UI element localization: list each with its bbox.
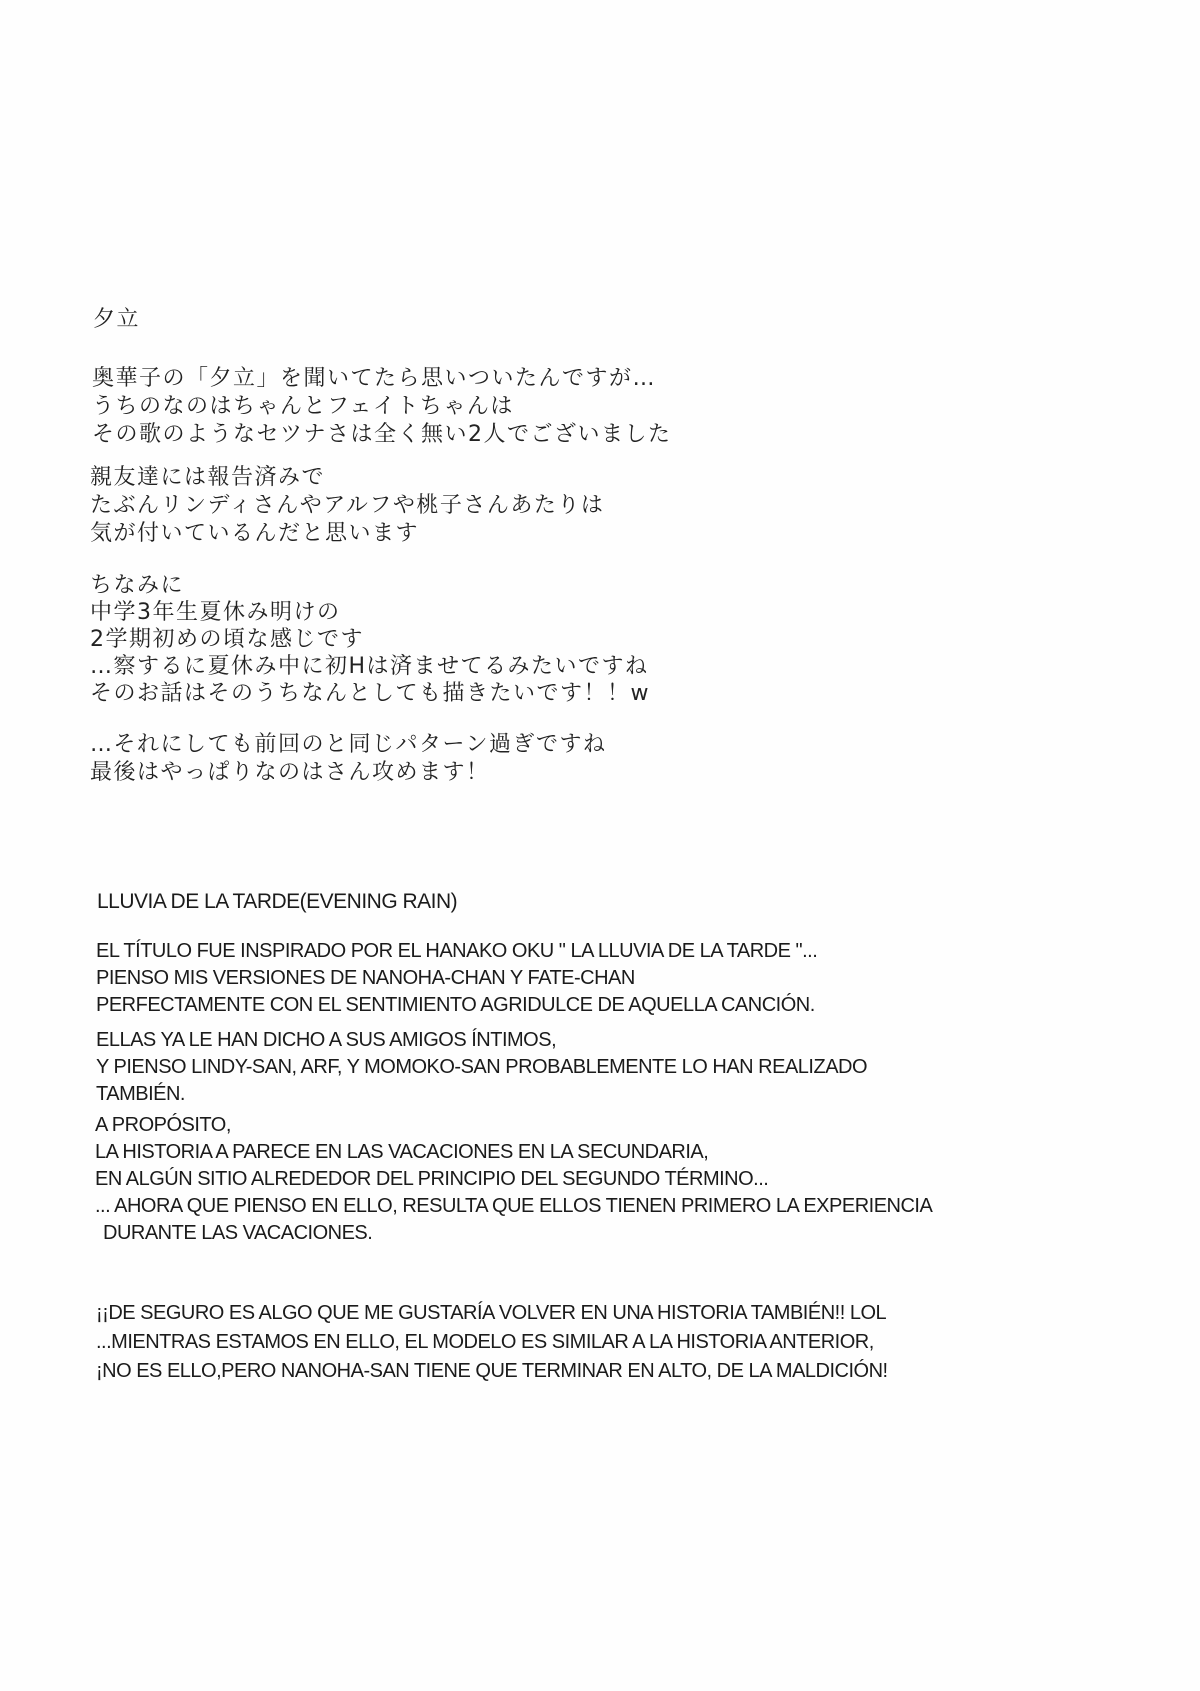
es-line: ... AHORA QUE PIENSO EN ELLO, RESULTA QUE ELLOS TIENEN PRIMERO LA EXPERIENCIA (95, 1195, 933, 1217)
es-paragraph-4 (96, 1299, 888, 1386)
es-line: ...MIENTRAS ESTAMOS EN ELLO, EL MODELO ES SIMILAR A LA HISTORIA ANTERIOR, (96, 1331, 874, 1353)
jp-paragraph-2 (90, 464, 604, 548)
jp-line: …察するに夏休み中に初Hは済ませてるみたいですね (90, 654, 649, 679)
jp-line: うちのなのはちゃんとフェイトちゃんは (92, 394, 514, 419)
es-section-heading: LLUVIA DE LA TARDE(EVENING RAIN) (97, 890, 458, 913)
jp-paragraph-4 (90, 731, 607, 787)
es-line: TAMBIÉN. (96, 1083, 185, 1105)
es-line: ELLAS YA LE HAN DICHO A SUS AMIGOS ÍNTIMOS, (96, 1029, 557, 1051)
es-line: ¡NO ES ELLO,PERO NANOHA-SAN TIENE QUE TERMINAR EN ALTO, DE LA MALDICIÓN! (96, 1360, 888, 1382)
es-paragraph-3 (95, 1112, 932, 1247)
es-line: ¡¡DE SEGURO ES ALGO QUE ME GUSTARÍA VOLVER EN UNA HISTORIA TAMBIÉN!! LOL (96, 1302, 887, 1324)
jp-line: その歌のようなセツナさは全く無い2人でございました (92, 422, 672, 447)
es-line: EL TÍTULO FUE INSPIRADO POR EL HANAKO OKU " LA LLUVIA DE LA TARDE "... (96, 940, 818, 962)
es-line: DURANTE LAS VACACIONES. (103, 1222, 373, 1244)
es-paragraph-1 (96, 938, 817, 1019)
jp-line: たぶんリンディさんやアルフや桃子さんあたりは (90, 493, 605, 518)
jp-line: 2学期初めの頃な感じです (90, 627, 364, 652)
jp-title (93, 306, 140, 334)
jp-line: 中学3年生夏休み明けの (90, 600, 341, 625)
jp-line: 奥華子の「夕立」を聞いてたら思いついたんですが… (92, 366, 657, 391)
jp-line: 気が付いているんだと思います (90, 521, 420, 546)
es-line: PIENSO MIS VERSIONES DE NANOHA-CHAN Y FATE-CHAN (96, 967, 635, 989)
jp-line: 最後はやっぱりなのはさん攻めます！ (90, 760, 490, 785)
jp-line: …それにしても前回のと同じパターン過ぎですね (90, 732, 607, 757)
es-line: Y PIENSO LINDY-SAN, ARF, Y MOMOKO-SAN PROBABLEMENTE LO HAN REALIZADO (96, 1056, 868, 1078)
jp-paragraph-1 (92, 365, 672, 449)
es-line: PERFECTAMENTE CON EL SENTIMIENTO AGRIDULCE DE AQUELLA CANCIÓN. (96, 994, 815, 1016)
jp-line: 親友達には報告済みで (90, 465, 326, 490)
es-line: LA HISTORIA A PARECE EN LAS VACACIONES EN LA SECUNDARIA, (95, 1141, 709, 1163)
jp-paragraph-3 (90, 572, 650, 707)
jp-line: ちなみに (90, 573, 185, 598)
es-paragraph-2 (96, 1027, 867, 1108)
jp-line: そのお話はそのうちなんとしても描きたいです！！w (90, 681, 650, 706)
es-line: A PROPÓSITO, (95, 1114, 231, 1136)
es-line: EN ALGÚN SITIO ALREDEDOR DEL PRINCIPIO DEL SEGUNDO TÉRMINO... (95, 1168, 769, 1190)
jp-title-text: 夕立 (93, 307, 141, 332)
